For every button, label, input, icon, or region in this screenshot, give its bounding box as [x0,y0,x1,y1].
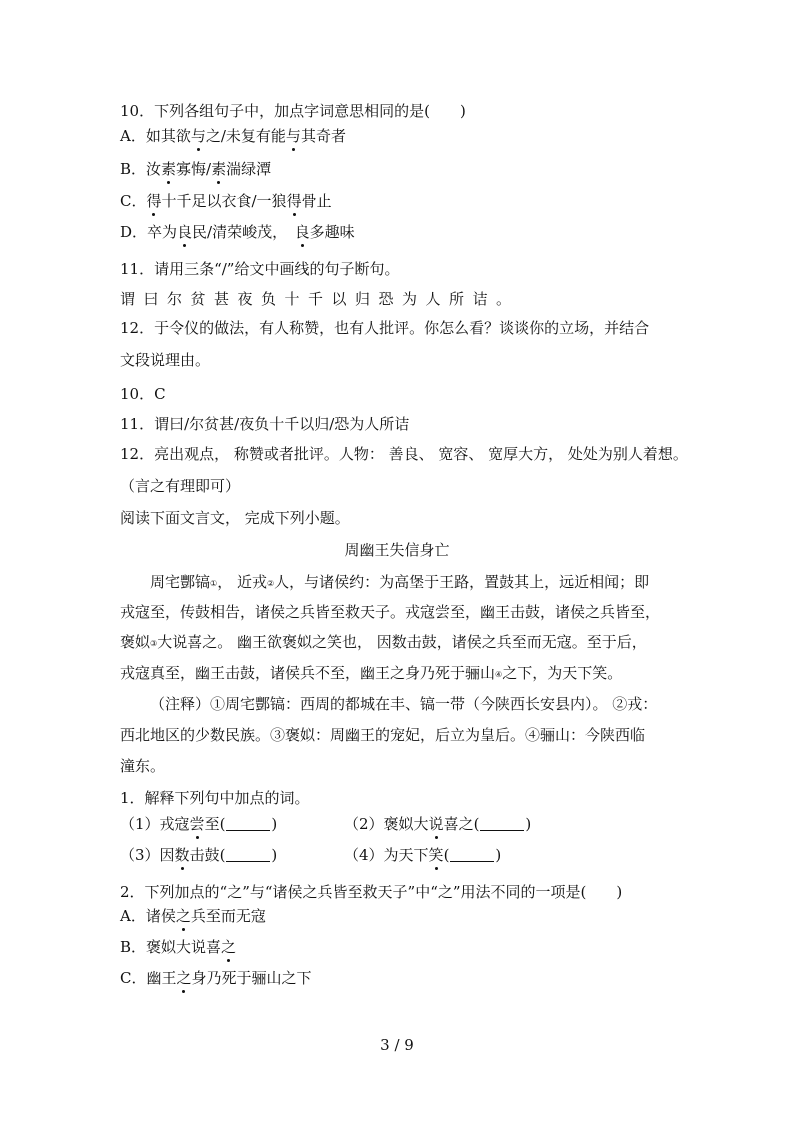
sub1-row-2 [120,845,502,865]
dotted-char: 良 [294,223,310,241]
answer-blank[interactable] [226,815,270,831]
footnote-marker: ① [210,579,218,588]
dotted-char: 说 [428,815,444,833]
dotted-char: 尝 [189,815,205,833]
dotted-char: 笑 [428,846,444,864]
dotted-char: 之 [175,907,191,925]
dotted-char: 与 [285,127,301,145]
dotted-char: 数 [174,846,190,864]
q10-stem: 10．下列各组句子中，加点字词意思相同的是( ) [120,102,466,120]
answer-blank[interactable] [480,815,524,831]
passage-line-3: 褒姒③大说喜之。 幽王欲褒姒之笑也， 因数击鼓，诸侯之兵至而无寇。至于后， [120,633,647,651]
answer-10: 10．C [120,385,166,403]
q12-line2: 文段说理由。 [120,351,211,369]
footnote-marker: ② [266,579,275,588]
page-number: 3 / 9 [380,1036,414,1054]
dotted-char: 得 [286,192,302,210]
sub1-row-1 [120,814,532,834]
dotted-char: 良 [177,223,193,241]
dotted-char: 与 [190,127,206,145]
answer-11: 11．谓曰/尔贫甚/夜负十千以归/恐为人所诘 [120,415,410,433]
passage-line-2: 戎寇至，传鼓相告，诸侯之兵皆至救天子。戎寇尝至，幽王击鼓，诸侯之兵皆至， [120,603,661,621]
q12-line1: 12．于令仪的做法，有人称赞，也有人批评。你怎么看？谈谈你的立场，并结合 [120,319,650,337]
sub1-item-3: （3）因数击鼓( ) [120,846,278,864]
q11-stem: 11．请用三条“/”给文中画线的句子断句。 [120,260,400,278]
sub1-item-2: （2）褒姒大说喜之( ) [344,815,532,833]
sub1-item-1: （1）戎寇尝至( ) [120,815,278,833]
sub2-option-b: B．褒姒大说喜之 [120,938,237,956]
q10-option-a: A．如其欲与之/未复有能与其奇者 [120,127,346,145]
dotted-char: 之 [176,969,192,987]
q11-sentence: 谓曰尔贫甚夜负十千以归恐为人所诘。 [120,290,520,308]
answer-12-line2: （言之有理即可） [120,477,241,495]
sub1-stem: 1．解释下列句中加点的词。 [120,789,310,807]
passage-line-4: 戎寇真至，幽王击鼓，诸侯兵不至，幽王之身乃死于骊山④之下，为天下笑。 [120,664,623,682]
footnote-marker: ③ [150,639,158,648]
notes-line-1: （注释）①周宅酆镐：西周的都城在丰、镐一带（今陕西长安县内）。 ②戎： [150,695,658,713]
dotted-char: 之 [221,938,237,956]
q10-option-c: C．得十千足以衣食/一狼得骨止 [120,192,332,210]
notes-line-2: 西北地区的少数民族。③褒姒：周幽王的宠妃，后立为皇后。④骊山：今陕西临 [120,726,646,744]
q10-option-d: D．卒为良民/清荣峻茂， 良多趣味 [120,223,355,241]
footnote-marker: ④ [495,670,503,679]
passage-line-1: 周宅酆镐①， 近戎②人，与诸侯约：为高堡于王路，置鼓其上，远近相闻；即 [150,573,650,591]
passage-title: 周幽王失信身亡 [344,541,450,559]
sub1-item-4: （4）为天下笑( ) [344,846,502,864]
answer-blank[interactable] [450,846,494,862]
dotted-char: 素 [211,160,227,178]
answer-12-line1: 12．亮出观点， 称赞或者批评。人物： 善良、 宽容、 宽厚大方， 处处为别人着想。 [120,445,688,463]
sub2-stem: 2．下列加点的“之”与“诸侯之兵皆至救天子”中“之”用法不同的一项是( ) [120,883,623,901]
notes-line-3: 潼东。 [120,757,166,775]
answer-blank[interactable] [226,846,270,862]
sub2-option-c: C．幽王之身乃死于骊山之下 [120,969,312,987]
q10-option-b: B．汝素寡悔/素湍绿潭 [120,160,272,178]
reading-intro: 阅读下面文言文， 完成下列小题。 [120,509,350,527]
dotted-char: 得 [146,192,162,210]
sub2-option-a: A．诸侯之兵至而无寇 [120,907,266,925]
dotted-char: 素 [161,160,177,178]
